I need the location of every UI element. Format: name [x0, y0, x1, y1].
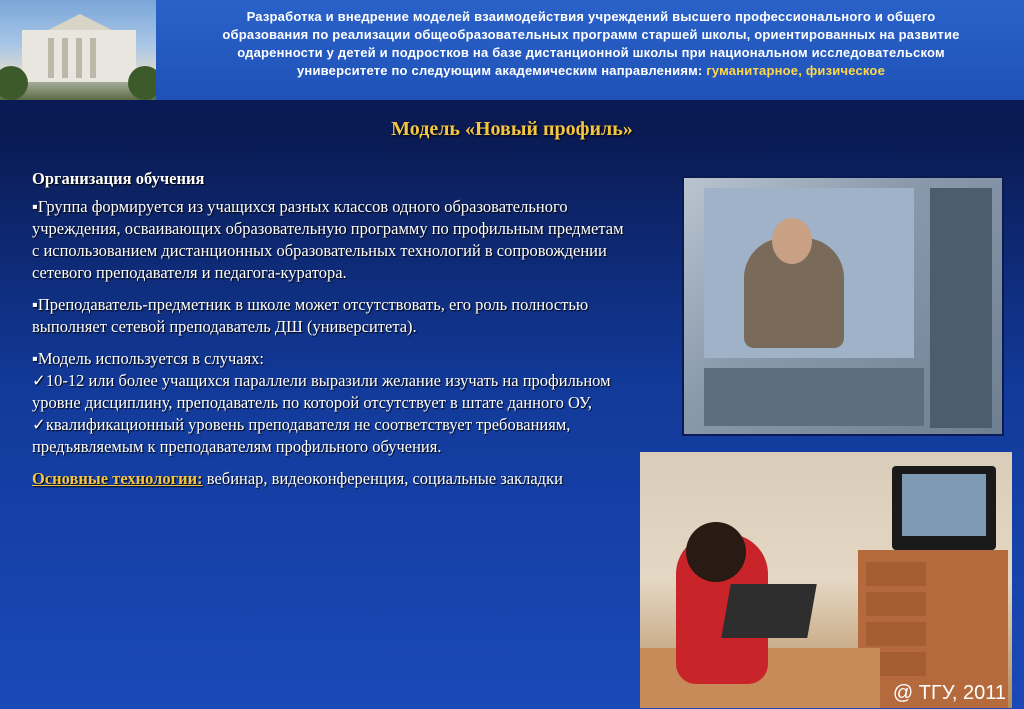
- header-line-3: одаренности у детей и подростков на базе дистанционной школы при национальном исследовательском: [237, 45, 945, 60]
- bullet-group-formation: ▪Группа формируется из учащихся разных классов одного образовательного учреждения, осваивающих образовательную программу по профильным предметам с использованием дистанционных образовательных технологий в сопровождении сетевого преподавателя и педагога-куратора.: [32, 197, 624, 282]
- header-directions: гуманитарное, физическое: [706, 63, 886, 78]
- header-text: [158, 8, 1024, 80]
- technologies: [32, 468, 632, 490]
- slide-title: Модель «Новый профиль»: [391, 118, 633, 140]
- student-at-computer-photo: [640, 452, 1012, 708]
- header-line-4-prefix: университете по следующим академическим направлениям:: [296, 63, 703, 78]
- slide-content: [32, 168, 632, 500]
- technologies-value: вебинар, видеоконференция, социальные закладки: [202, 469, 563, 488]
- header-line-4: [158, 62, 1024, 80]
- header-line-2: образования по реализации общеобразовательных программ старшей школы, ориентированных на развитие: [222, 27, 960, 42]
- use-case-2: ✓квалификационный уровень преподавателя не соответствует требованиям, предъявляемым к преподавателям профильного обучения.: [32, 415, 571, 456]
- bullet-teacher-role: ▪Преподаватель-предметник в школе может отсутствовать, его роль полностью выполняет сетевой преподаватель ДШ (университета).: [32, 295, 589, 336]
- use-case-1: ✓10-12 или более учащихся параллели выразили желание изучать на профильном уровне дисциплину, преподаватель по которой отсутствует в штате данного ОУ,: [32, 371, 611, 412]
- copyright-footer: @ ТГУ, 2011: [892, 682, 1006, 704]
- bullet-use-cases: [32, 348, 632, 458]
- section-heading: Организация обучения: [32, 169, 205, 188]
- videoconference-photo: [684, 178, 1002, 434]
- university-building-photo: [0, 0, 156, 100]
- technologies-label: Основные технологии:: [32, 469, 203, 488]
- use-cases-intro: ▪Модель используется в случаях:: [32, 349, 265, 368]
- header-bar: [0, 0, 1024, 100]
- header-line-1: Разработка и внедрение моделей взаимодействия учреждений высшего профессионального и общего: [246, 9, 936, 24]
